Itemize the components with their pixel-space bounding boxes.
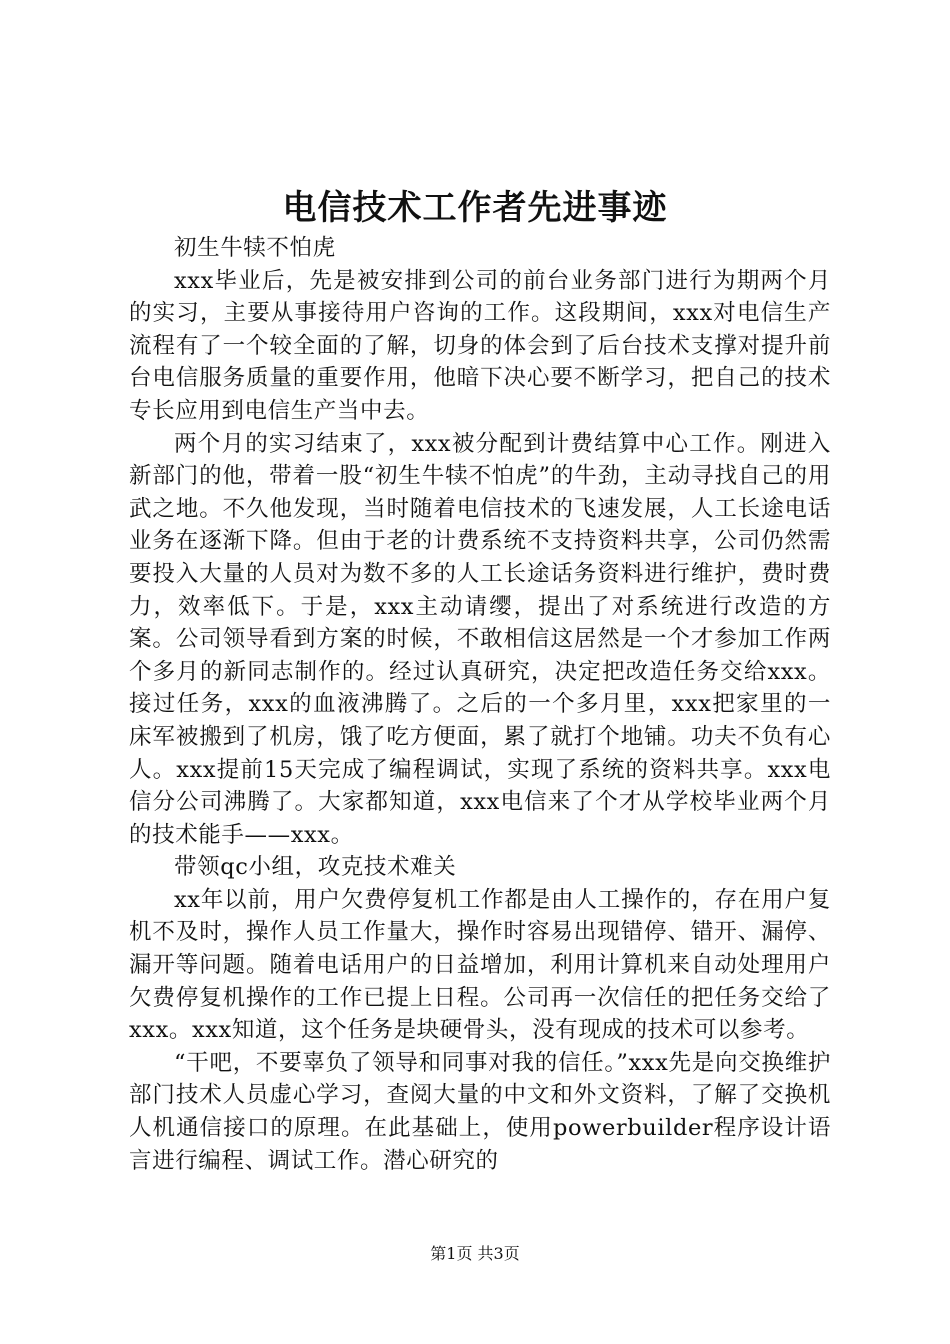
- page-footer: 第1页 共3页: [430, 1244, 520, 1263]
- body-paragraph: “干吧，不要辜负了领导和同事对我的信任。”xxx先是向交换维护部门技术人员虚心学习，查阅大量的中文和外文资料，了解了交换机人机通信接口的原理。在此基础上，使用powerbuilder程序设计语言进行编程、调试工作。潜心研究的: [129, 1049, 831, 1174]
- body-paragraph: xxx毕业后，先是被安排到公司的前台业务部门进行为期两个月的实习，主要从事接待用户咨询的工作。这段期间，xxx对电信生产流程有了一个较全面的了解，切身的体会到了后台技术支撑对提升前台电信服务质量的重要作用，他暗下决心要不断学习，把自己的技术专长应用到电信生产当中去。: [129, 267, 831, 424]
- section-heading: 带领qc小组，攻克技术难关: [174, 854, 457, 881]
- section-heading: 初生牛犊不怕虎: [174, 235, 336, 261]
- body-paragraph: xx年以前，用户欠费停复机工作都是由人工操作的，存在用户复机不及时，操作人员工作量大，操作时容易出现错停、错开、漏停、漏开等问题。随着电话用户的日益增加，利用计算机来自动处理用户欠费停复机操作的工作已提上日程。公司再一次信任的把任务交给了xxx。xxx知道，这个任务是块硬骨头，没有现成的技术可以参考。: [129, 886, 831, 1044]
- body-paragraph: 两个月的实习结束了，xxx被分配到计费结算中心工作。刚进入新部门的他，带着一股“初生牛犊不怕虎”的牛劲，主动寻找自己的用武之地。不久他发现，当时随着电信技术的飞速发展，人工长途电话业务在逐渐下降。但由于老的计费系统不支持资料共享，公司仍然需要投入大量的人员对为数不多的人工长途话务资料进行维护，费时费力，效率低下。于是，xxx主动请缨，提出了对系统进行改造的方案。公司领导看到方案的时候，不敢相信这居然是一个才参加工作两个多月的新同志制作的。经过认真研究，决定把改造任务交给xxx。接过任务，xxx的血液沸腾了。之后的一个多月里，xxx把家里的一床军被搬到了机房，饿了吃方便面，累了就打个地铺。功夫不负有心人。xxx提前15天完成了编程调试，实现了系统的资料共享。xxx电信分公司沸腾了。大家都知道，xxx电信来了个才从学校毕业两个月的技术能手——xxx。: [129, 430, 831, 848]
- document-body: [129, 232, 831, 1177]
- document-title: 电信技术工作者先进事迹: [282, 188, 668, 228]
